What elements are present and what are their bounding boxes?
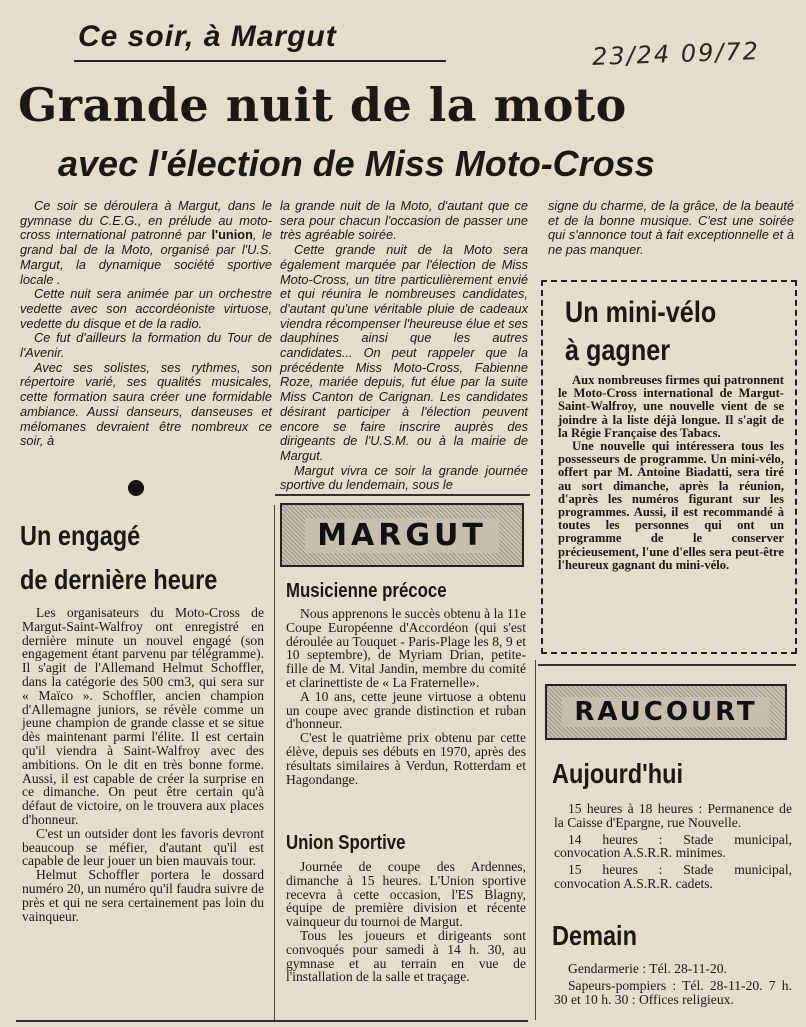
agenda-item: Sapeurs-pompiers : Tél. 28-11-20. 7 h. 30 et 10 h. 30 : Offices religieux. xyxy=(554,977,792,1007)
column-divider xyxy=(274,505,275,1020)
raucourt-banner xyxy=(545,684,787,740)
engage-body xyxy=(22,606,264,923)
raucourt-tomorrow-body xyxy=(554,962,792,1006)
raucourt-today-title: Aujourd'hui xyxy=(552,758,684,789)
engage-title-line2: de dernière heure xyxy=(20,564,218,595)
headline: Grande nuit de la moto xyxy=(18,78,627,132)
minivelo-body xyxy=(558,374,784,572)
newspaper-name: l'union xyxy=(211,227,253,243)
margut-section2-body xyxy=(286,860,526,984)
article-paragraph: Cette nuit sera animée par un orchestre vedette avec son accordéoniste virtuose, vedette du disque et de la radio. xyxy=(20,286,272,331)
article-text: , le grand bal de la Moto, organisé par l'U.S. Margut, la dynamique société sportive locale . xyxy=(20,227,272,287)
article-paragraph: signe du charme, de la grâce, de la beauté et de la bonne musique. C'est une soirée qui s'annonce tout à fait exceptionnelle et à ne pas manquer. xyxy=(548,198,794,258)
article-paragraph: la grande nuit de la Moto, d'autant que ce sera pour chacun l'occasion de passer une très agréable soirée. xyxy=(280,198,528,243)
raucourt-tomorrow-title: Demain xyxy=(552,920,637,951)
article-paragraph: Margut vivra ce soir la grande journée sportive du lendemain, sous le xyxy=(280,462,528,493)
margut-banner-label: MARGUT xyxy=(305,518,499,553)
subheadline: avec l'élection de Miss Moto-Cross xyxy=(58,143,655,184)
margut-section2-title: Union Sportive xyxy=(286,832,406,854)
article-paragraph: A 10 ans, cette jeune virtuose a obtenu un coupe avec grande distinction et ruban d'honneur. xyxy=(286,688,526,732)
article-paragraph: Une nouvelle qui intéressera tous les possesseurs de programme. Un mini-vélo, offert par M. Antoine Biadatti, sera tiré au sort dimanche, après la réunion, d'après les numéros figurant sur les programmes. Aussi, il est recommandé à toutes les personnes qui ont un programme de le conserver précieusement, l'une d'elles sera peut-être l'heureux gagnant du mini-vélo. xyxy=(558,439,784,572)
engage-title-line1: Un engagé xyxy=(20,520,141,551)
raucourt-banner-label: RAUCOURT xyxy=(562,697,769,727)
article-paragraph: Helmut Schoffler portera le dossard numéro 20, un numéro qu'il faudra suivre de près et qui ne sera certainement pas loin du vainqueur. xyxy=(22,867,264,924)
article-paragraph: Nous apprenons le succès obtenu à la 11e Coupe Européenne d'Accordéon (qui s'est déroulée au Touquet - Paris-Plage les 8, 9 et 10 septembre), de Myriam Drian, petite-fille de M. Vital Jandin, membre du comité et clarinettiste de « La Fraternelle». xyxy=(286,606,526,690)
article-column-1 xyxy=(20,199,272,449)
article-paragraph: Journée de coupe des Ardennes, dimanche à 15 heures. L'Union sportive recevra à cette occasion, l'ES Blagny, équipe de première division et récente vainqueur du tournoi de Margut. xyxy=(286,859,526,930)
article-paragraph: Avec ses solistes, ses rythmes, son répertoire varié, ses qualités musicales, cette formation saura créer une formidable ambiance. Aussi danseurs, danseuses et mélomanes devraient être nombreux ce soir, à xyxy=(20,359,272,449)
section-rule xyxy=(538,664,796,666)
minivelo-title-line1: Un mini-vélo xyxy=(565,296,717,329)
kicker-title: Ce soir, à Margut xyxy=(78,20,337,53)
raucourt-today-body xyxy=(554,802,792,891)
article-paragraph: Tous les joueurs et dirigeants sont convoqués pour samedi à 14 h. 30, au gymnase et au terrain en vue de l'installation de la salle et traçage. xyxy=(286,927,526,985)
article-column-3 xyxy=(548,199,794,258)
article-paragraph: Ce fut d'ailleurs la formation du Tour de l'Avenir. xyxy=(20,330,272,361)
article-text: Ce soir se déroulera à Margut, dans le gymnase du C.E.G., en prélude au moto-cross international patronné par xyxy=(20,198,272,243)
kicker-underline xyxy=(74,60,446,62)
separator-bullet xyxy=(128,480,144,496)
bottom-rule xyxy=(16,1020,528,1022)
margut-section1-title: Musicienne précoce xyxy=(286,580,447,602)
section-rule xyxy=(275,494,530,496)
agenda-item: 15 heures : Stade municipal, convocation A.S.R.R. cadets. xyxy=(554,862,792,891)
article-paragraph: Cette grande nuit de la Moto sera également marquée par l'élection de Miss Moto-Cross, un titre particulièrement envié et qui réunira le nombreuses candidates, d'autant qu'une véritable pluie de cadeaux viendra récompenser l'heureuse élue et ses dauphines ainsi que les autres candidates... On peut rappeler que la précédente Miss Moto-Cross, Fabienne Roze, mariée depuis, fut élue par la suite Miss Canton de Carignan. Les candidates désirant participer à l'élection peuvent encore se faire inscrire auprès des dirigeants de l'U.S.M. ou à la mairie de Margut. xyxy=(280,242,528,463)
agenda-item: Gendarmerie : Tél. 28-11-20. xyxy=(568,961,727,976)
column-divider xyxy=(535,660,536,1020)
article-paragraph: C'est le quatrième prix obtenu par cette élève, depuis ses débuts en 1970, après des résultats similaires à Verdun, Rotterdam et Hagondange. xyxy=(286,730,526,787)
handwritten-date: 23/24 09/72 xyxy=(591,37,761,71)
article-paragraph: Les organisateurs du Moto-Cross de Margut-Saint-Walfroy ont enregistré en dernière minute un nouvel engagé (son engagement étant parvenu par télégramme). Il s'agit de l'Allemand Helmut Schoffler, dans la catégorie des 500 cm3, qui sera sur « Maïco ». Schoffler, ancien champion d'Allemagne juniors, se révèle comme un jeune champion de grande classe et se situe dès maintenant parmi l'élite. Il est certain qu'il viendra à Saint-Walfroy avec des ambitions. On le dit en très bonne forme. Aussi, il est capable de créer la surprise en ce dimanche. On peut être certain qu'à défaut de victoire, on le trouvera aux places d'honneur. xyxy=(22,605,264,827)
article-paragraph: Aux nombreuses firmes qui patronnent le Moto-Cross international de Margut-Saint-Walfroy, une nouvelle vient de se joindre à la liste déjà longue. Il s'agit de la Régie Française des Tabacs. xyxy=(558,373,784,440)
margut-section1-body xyxy=(286,607,526,786)
minivelo-title-line2: à gagner xyxy=(565,334,671,367)
article-paragraph: C'est un outsider dont les favoris devront beaucoup se méfier, d'autant qu'il est capable de leur jouer un bien mauvais tour. xyxy=(22,825,264,869)
agenda-item: 15 heures à 18 heures : Permanence de la Caisse d'Epargne, rue Nouvelle. xyxy=(554,801,792,830)
margut-banner xyxy=(280,503,524,567)
article-column-2 xyxy=(280,199,528,493)
agenda-item: 14 heures : Stade municipal, convocation A.S.R.R. minimes. xyxy=(554,831,792,861)
